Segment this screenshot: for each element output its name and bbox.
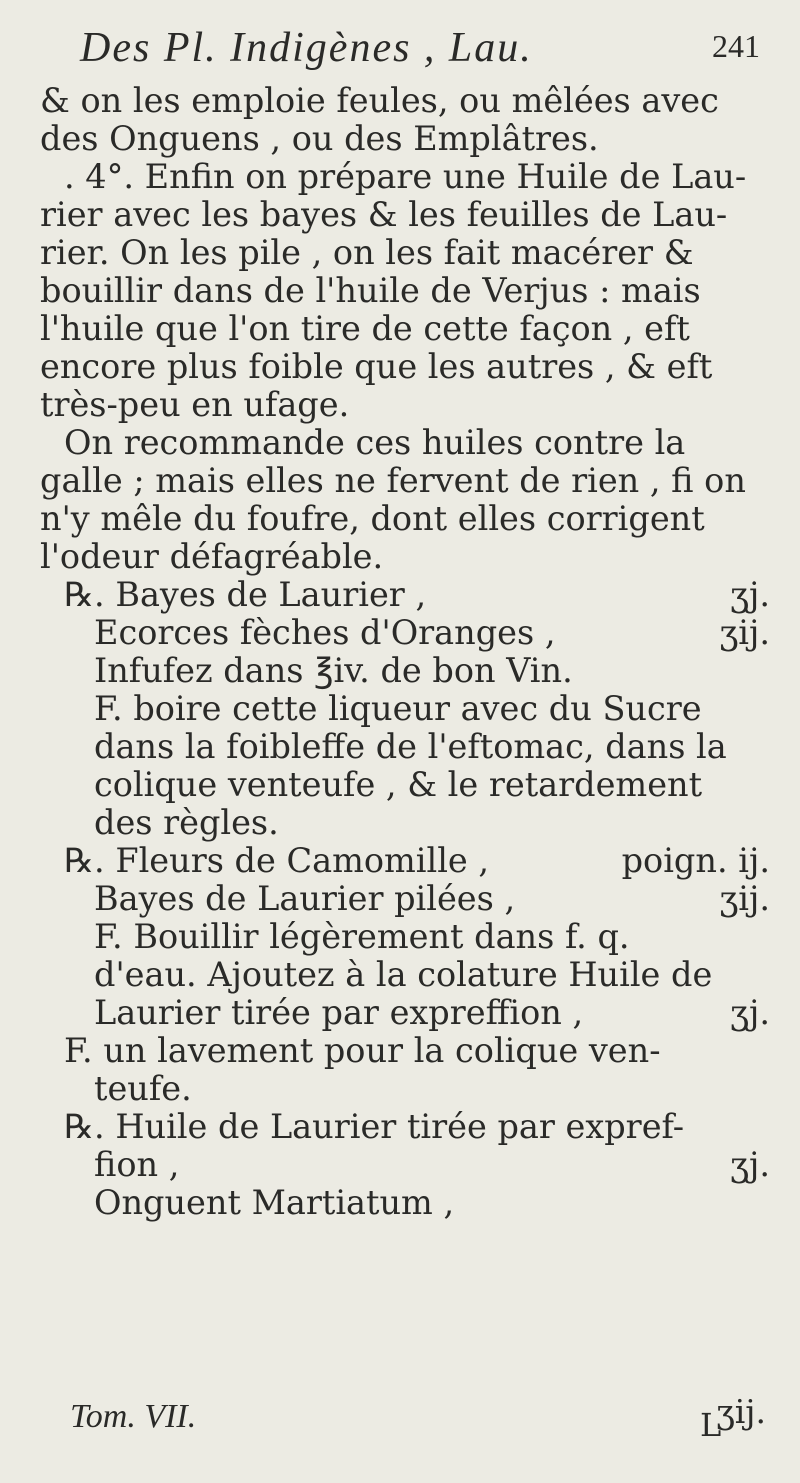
- page-footer: [40, 1392, 770, 1444]
- line-text: galle ; mais elles ne fervent de rien , fi on: [40, 461, 746, 500]
- text-line: [40, 1184, 770, 1222]
- text-line: [40, 1032, 770, 1070]
- running-header: [74, 24, 760, 80]
- line-text: rier avec les bayes & les feuilles de Lau-: [40, 195, 728, 234]
- text-line: [40, 386, 770, 424]
- quantity-label: ʒij.: [719, 879, 770, 918]
- line-text: bouillir dans de l'huile de Verjus : mais: [40, 271, 701, 310]
- running-title: Des Pl. Indigènes , Lau.: [80, 25, 533, 71]
- text-line: [40, 576, 770, 614]
- text-line: [40, 1146, 770, 1184]
- quantity-label: ʒj.: [730, 993, 770, 1032]
- text-line: [40, 842, 770, 880]
- line-text: l'huile que l'on tire de cette façon , eft: [40, 309, 690, 348]
- text-line: [40, 766, 770, 804]
- text-line: [40, 652, 770, 690]
- text-line: [40, 728, 770, 766]
- text-line: [40, 500, 770, 538]
- line-text: Bayes de Laurier pilées ,: [94, 879, 516, 918]
- text-line: [40, 614, 770, 652]
- line-text: ℞. Bayes de Laurier ,: [64, 575, 427, 614]
- page-number: 241: [712, 28, 760, 64]
- line-text: des Onguens , ou des Emplâtres.: [40, 119, 599, 158]
- line-text: rier. On les pile , on les fait macérer &: [40, 233, 694, 272]
- text-line: [40, 424, 770, 462]
- line-text: d'eau. Ajoutez à la colature Huile de: [94, 955, 713, 994]
- text-line: [40, 1108, 770, 1146]
- line-text: F. boire cette liqueur avec du Sucre: [94, 689, 702, 728]
- text-line: [40, 196, 770, 234]
- quantity-label: ʒj.: [730, 575, 770, 614]
- text-line: [40, 994, 770, 1032]
- line-text: . 4°. Enfin on prépare une Huile de Lau-: [64, 157, 747, 196]
- quantity-label: ʒj.: [730, 1145, 770, 1184]
- text-line: [40, 120, 770, 158]
- text-line: [40, 348, 770, 386]
- text-line: [40, 82, 770, 120]
- text-line: [40, 1070, 770, 1108]
- line-text: Infufez dans ℥iv. de bon Vin.: [94, 651, 573, 690]
- text-line: [40, 158, 770, 196]
- volume-label: Tom. VII.: [70, 1398, 197, 1435]
- line-text: ℞. Fleurs de Camomille ,: [64, 841, 490, 880]
- quantity-label: poign. ij.: [621, 841, 770, 880]
- line-text: & on les emploie feules, ou mêlées avec: [40, 81, 719, 120]
- signature-mark: L: [700, 1406, 722, 1444]
- text-line: [40, 880, 770, 918]
- line-text: F. Bouillir légèrement dans f. q.: [94, 917, 630, 956]
- line-text: Onguent Martiatum ,: [94, 1183, 455, 1222]
- text-line: [40, 956, 770, 994]
- line-text: encore plus foible que les autres , & eft: [40, 347, 713, 386]
- line-text: dans la foibleffe de l'eftomac, dans la: [94, 727, 727, 766]
- text-line: [40, 690, 770, 728]
- text-line: [40, 538, 770, 576]
- line-text: Ecorces fèches d'Oranges ,: [94, 613, 556, 652]
- text-line: [40, 272, 770, 310]
- quantity-label: ʒij.: [719, 613, 770, 652]
- line-text: colique venteufe , & le retardement: [94, 765, 703, 804]
- body-text: [40, 82, 770, 1222]
- text-line: [40, 804, 770, 842]
- line-text: On recommande ces huiles contre la: [64, 423, 686, 462]
- text-line: [40, 918, 770, 956]
- line-text: teufe.: [94, 1069, 192, 1108]
- line-text: Laurier tirée par expreffion ,: [94, 993, 584, 1032]
- line-text: fion ,: [94, 1145, 180, 1184]
- line-text: ℞. Huile de Laurier tirée par expref-: [64, 1107, 685, 1146]
- line-text: l'odeur défagréable.: [40, 537, 384, 576]
- line-text: n'y mêle du foufre, dont elles corrigent: [40, 499, 705, 538]
- text-line: [40, 234, 770, 272]
- quantity-label: ʒij.: [716, 1392, 766, 1431]
- line-text: des règles.: [94, 803, 279, 842]
- line-text: F. un lavement pour la colique ven-: [64, 1031, 661, 1070]
- text-line: [40, 462, 770, 500]
- text-line: [40, 310, 770, 348]
- line-text: très-peu en ufage.: [40, 385, 350, 424]
